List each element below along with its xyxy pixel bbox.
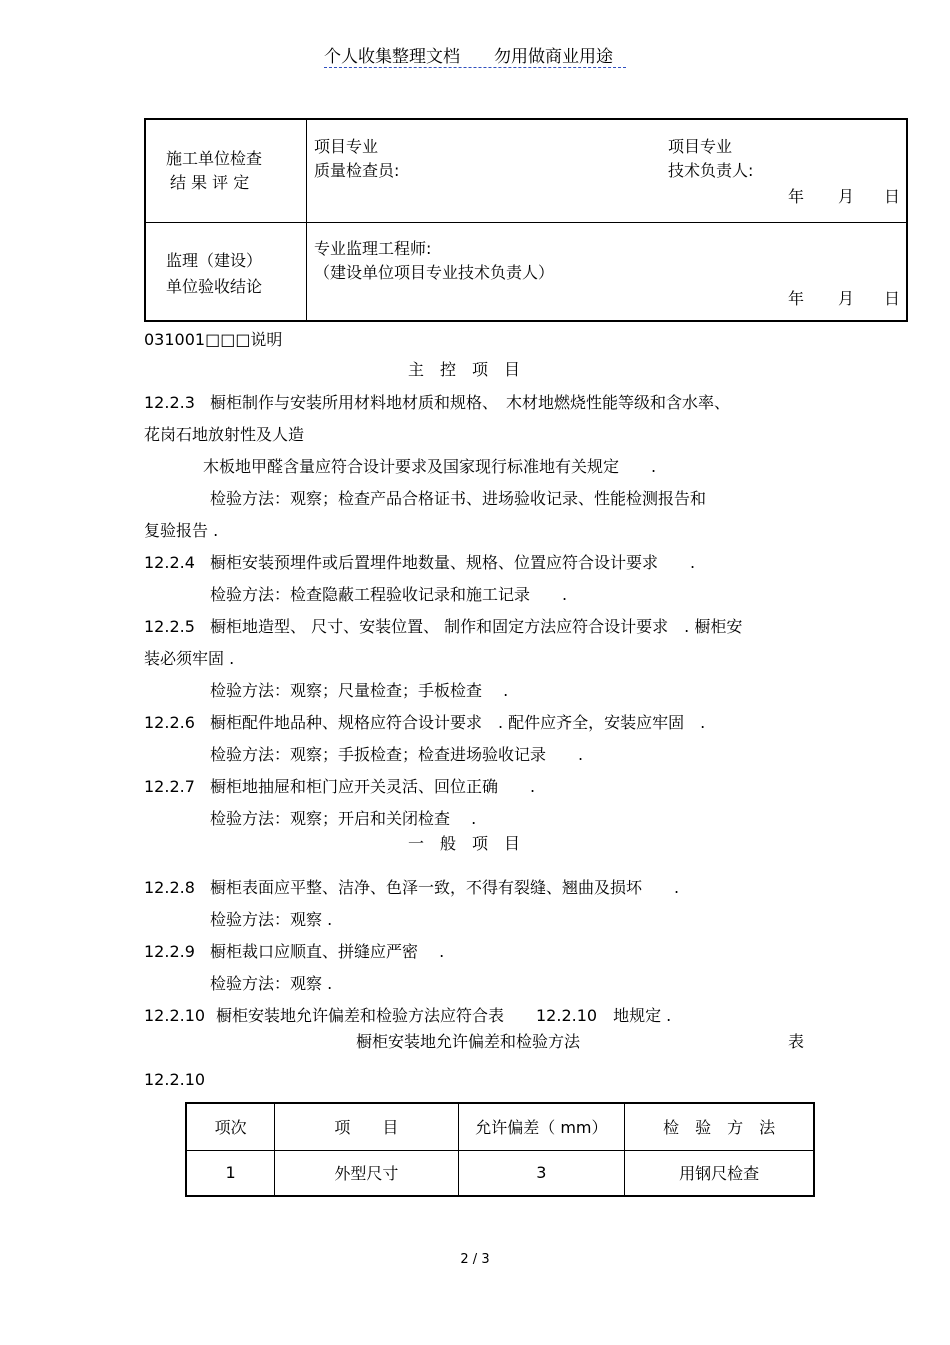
clause-text: 橱柜地抽屉和柜门应开关灵活、回位正确 . bbox=[210, 777, 536, 796]
section-heading-general: 一 般 项 目 bbox=[408, 834, 521, 853]
table-caption: 橱柜安装地允许偏差和检验方法 bbox=[356, 1032, 581, 1051]
row2-owner-label: （建设单位项目专业技术负责人） bbox=[314, 263, 555, 282]
row1-tech-lead-label-1: 项目专业 bbox=[668, 137, 733, 156]
row2-year: 年 bbox=[788, 289, 805, 308]
header-right-text: 勿用做商业用途 bbox=[494, 47, 613, 67]
clause-number: 12.2.9 bbox=[144, 942, 195, 961]
page-number: 2 / 3 bbox=[460, 1252, 490, 1267]
inspection-method: 检验方法：观察 . bbox=[210, 910, 333, 929]
table-caption-suffix: 表 bbox=[788, 1032, 805, 1051]
page-header bbox=[324, 42, 626, 68]
clause-number: 12.2.8 bbox=[144, 878, 195, 897]
table-cell: 3 bbox=[458, 1150, 625, 1196]
row1-label-line1: 施工单位检查 bbox=[166, 149, 263, 168]
row1-month: 月 bbox=[838, 187, 855, 206]
clause-number: 12.2.4 bbox=[144, 553, 195, 572]
table-number: 12.2.10 bbox=[144, 1070, 206, 1089]
row2-label-line2: 单位验收结论 bbox=[166, 277, 263, 296]
table-header-row bbox=[186, 1103, 814, 1150]
header-cell: 项 目 bbox=[275, 1103, 458, 1150]
clause-text: 花岗石地放射性及人造 bbox=[144, 425, 305, 444]
clause-text: 装必须牢固 . bbox=[144, 649, 235, 668]
table-row bbox=[186, 1150, 814, 1196]
clause-number: 12.2.6 bbox=[144, 713, 195, 732]
row2-supervisor-label: 专业监理工程师: bbox=[314, 239, 432, 258]
inspection-method: 检验方法：观察；手扳检查；检查进场验收记录 . bbox=[210, 745, 584, 764]
clause-number: 12.2.3 bbox=[144, 393, 195, 412]
signature-table bbox=[144, 118, 908, 322]
clause-text: 橱柜配件地品种、规格应符合设计要求 . 配件应齐全，安装应牢固 . bbox=[210, 713, 706, 732]
header-cell: 允许偏差（ mm） bbox=[458, 1103, 625, 1150]
header-left-text: 个人收集整理文档 bbox=[324, 47, 460, 67]
clause-text: 橱柜安装预埋件或后置埋件地数量、规格、位置应符合设计要求 . bbox=[210, 553, 696, 572]
inspection-method: 检验方法：观察；尺量检查；手板检查 . bbox=[210, 681, 509, 700]
code-line: 031001□□□说明 bbox=[144, 330, 283, 349]
row1-label-line2: 结 果 评 定 bbox=[170, 173, 250, 192]
deviation-table bbox=[185, 1102, 815, 1197]
table-cell: 1 bbox=[186, 1150, 275, 1196]
table-cell: 用钢尺检查 bbox=[625, 1150, 814, 1196]
clause-text: 橱柜裁口应顺直、拼缝应严密 . bbox=[210, 942, 445, 961]
clause-number: 12.2.10 bbox=[144, 1006, 206, 1025]
row1-quality-inspector-label-1: 项目专业 bbox=[314, 137, 379, 156]
row1-quality-inspector-label-2: 质量检查员: bbox=[314, 161, 400, 180]
clause-text: 橱柜表面应平整、洁净、色泽一致，不得有裂缝、翘曲及损坏 . bbox=[210, 878, 680, 897]
inspection-method: 检验方法：观察；检查产品合格证书、进场验收记录、性能检测报告和 bbox=[210, 489, 707, 508]
row2-day: 日 bbox=[884, 289, 901, 308]
row2-label-line1: 监理（建设） bbox=[166, 251, 263, 270]
signature-table-row-divider bbox=[146, 222, 906, 223]
inspection-method: 检验方法：检查隐蔽工程验收记录和施工记录 . bbox=[210, 585, 568, 604]
header-cell: 检 验 方 法 bbox=[625, 1103, 814, 1150]
row1-day: 日 bbox=[884, 187, 901, 206]
clause-text: 木板地甲醛含量应符合设计要求及国家现行标准地有关规定 . bbox=[203, 457, 657, 476]
clause-text: 橱柜地造型、 尺寸、安装位置、 制作和固定方法应符合设计要求 . 橱柜安 bbox=[210, 617, 743, 636]
signature-table-divider bbox=[306, 120, 307, 320]
inspection-method: 检验方法：观察 . bbox=[210, 974, 333, 993]
header-cell: 项次 bbox=[186, 1103, 275, 1150]
header-underline bbox=[324, 67, 626, 68]
clause-number: 12.2.7 bbox=[144, 777, 195, 796]
clause-text: 橱柜制作与安装所用材料地材质和规格、 木材地燃烧性能等级和含水率、 bbox=[210, 393, 731, 412]
section-heading-main: 主 控 项 目 bbox=[408, 360, 521, 379]
inspection-method: 复验报告 . bbox=[144, 521, 219, 540]
inspection-method: 检验方法：观察；开启和关闭检查 . bbox=[210, 809, 477, 828]
row2-month: 月 bbox=[838, 289, 855, 308]
clause-text: 橱柜安装地允许偏差和检验方法应符合表 12.2.10 地规定 . bbox=[216, 1006, 672, 1025]
row1-tech-lead-label-2: 技术负责人: bbox=[668, 161, 754, 180]
row1-year: 年 bbox=[788, 187, 805, 206]
clause-number: 12.2.5 bbox=[144, 617, 195, 636]
table-cell: 外型尺寸 bbox=[275, 1150, 458, 1196]
